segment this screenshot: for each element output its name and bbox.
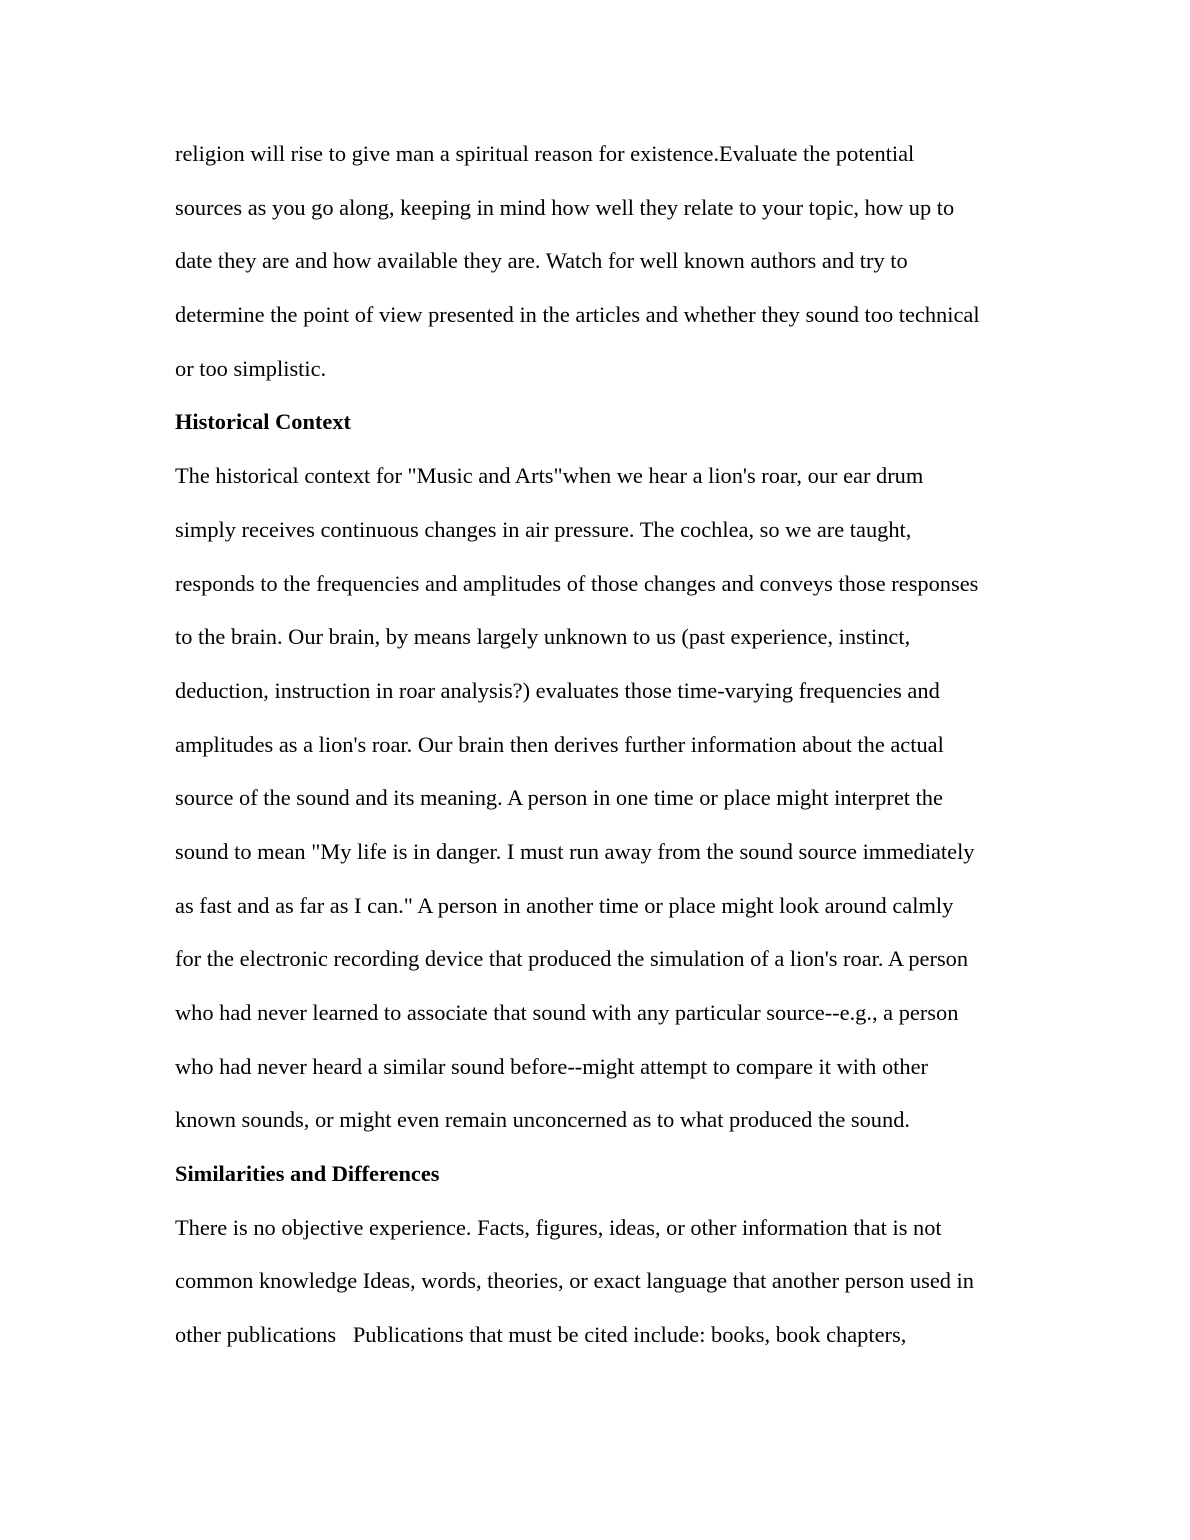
text-line: sound to mean "My life is in danger. I must run away from the sound source immediately [175, 838, 975, 864]
text-line: deduction, instruction in roar analysis?) evaluates those time-varying frequencies and [175, 677, 940, 703]
text-line: date they are and how available they are. Watch for well known authors and try to [175, 248, 908, 274]
text-line: sources as you go along, keeping in mind how well they relate to your topic, how up to [175, 194, 955, 220]
text-line: responds to the frequencies and amplitudes of those changes and conveys those responses [175, 570, 979, 596]
text-line: religion will rise to give man a spiritual reason for existence.Evaluate the potential [175, 141, 915, 166]
text-line: source of the sound and its meaning. A person in one time or place might interpret the [175, 785, 943, 811]
paragraph-2 [175, 449, 1025, 1147]
text-line: amplitudes as a lion's roar. Our brain then derives further information about the actual [175, 731, 944, 757]
text-line: as fast and as far as I can." A person in another time or place might look around calmly [175, 892, 954, 918]
text-line: or too simplistic. [175, 355, 327, 381]
text-line: common knowledge Ideas, words, theories, or exact language that another person used in [175, 1268, 974, 1294]
document-body [175, 127, 1025, 1362]
text-line: who had never learned to associate that sound with any particular source--e.g., a person [175, 1000, 959, 1025]
text-line: simply receives continuous changes in air pressure. The cochlea, so we are taught, [175, 516, 912, 542]
text-line: to the brain. Our brain, by means largely unknown to us (past experience, instinct, [175, 624, 911, 650]
text-line: who had never heard a similar sound before--might attempt to compare it with other [175, 1053, 928, 1079]
text-line: There is no objective experience. Facts, figures, ideas, or other information that is not [175, 1214, 942, 1240]
text-line: determine the point of view presented in the articles and whether they sound too technical [175, 302, 980, 328]
paragraph-3 [175, 1201, 1025, 1362]
text-line: known sounds, or might even remain unconcerned as to what produced the sound. [175, 1107, 910, 1133]
text-line: The historical context for "Music and Arts"when we hear a lion's roar, our ear drum [175, 463, 924, 489]
text-line: other publications Publications that must be cited include: books, book chapters, [175, 1322, 907, 1348]
paragraph-1 [175, 127, 1025, 395]
section-heading-historical-context: Historical Context [175, 409, 351, 435]
section-heading-similarities-and-differences: Similarities and Differences [175, 1161, 440, 1187]
text-line: for the electronic recording device that produced the simulation of a lion's roar. A person [175, 946, 969, 972]
